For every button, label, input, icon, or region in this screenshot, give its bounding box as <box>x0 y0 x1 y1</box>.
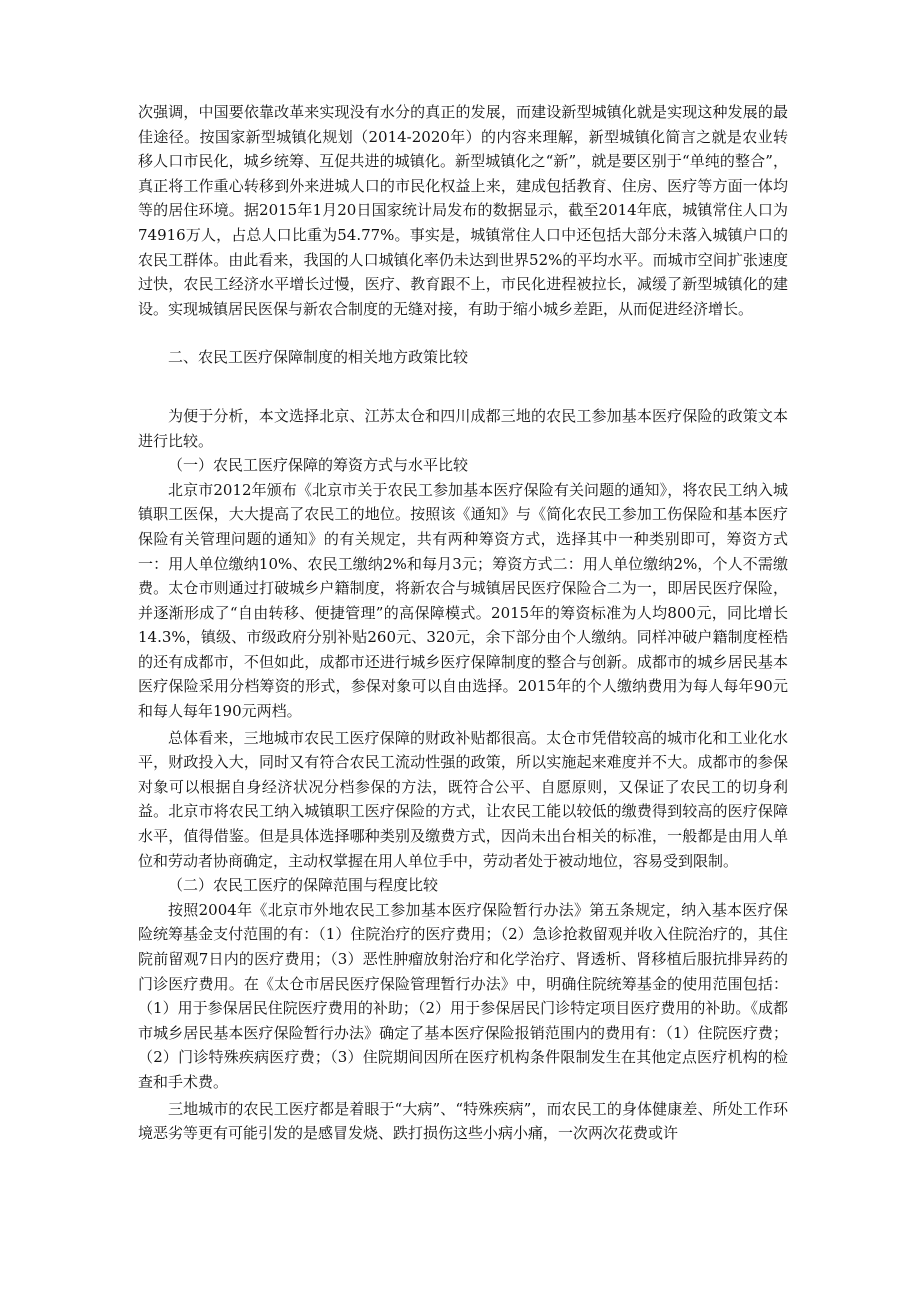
paragraph-funding-comparison: 北京市2012年颁布《北京市关于农民工参加基本医疗保险有关问题的通知》，将农民工纳入城镇职工医保，大大提高了农民工的地位。按照该《通知》与《简化农民工参加工伤保险和基本医疗保险有关管理问题的通知》的有关规定，共有两种筹资方式，选择其中一种类别即可，筹资方式一：用人单位缴纳10%、农民工缴纳2%和每月3元；筹资方式二：用人单位缴纳2%，个人不需缴费。太仓市则通过打破城乡户籍制度，将新农合与城镇居民医疗保险合二为一，即居民医疗保险，并逐渐形成了“自由转移、便捷管理”的高保障模式。2015年的筹资标准为人均800元，同比增长14.3%，镇级、市级政府分别补贴260元、320元，余下部分由个人缴纳。同样冲破户籍制度桎梏的还有成都市，不但如此，成都市还进行城乡医疗保障制度的整合与创新。成都市的城乡居民基本医疗保险采用分档筹资的形式，参保对象可以自由选择。2015年的个人缴纳费用为每人每年90元和每人每年190元两档。 <box>138 480 788 721</box>
document-body <box>138 100 788 1146</box>
paragraph-coverage-comparison: 按照2004年《北京市外地农民工参加基本医疗保险暂行办法》第五条规定，纳入基本医疗保险统筹基金支付范围的有：（1）住院治疗的医疗费用；（2）急诊抢救留观并收入住院治疗的，其住院前留观7日内的医疗费用；（3）恶性肿瘤放射治疗和化学治疗、肾透析、肾移植后服抗排异药的门诊医疗费用。在《太仓市居民医疗保险管理暂行办法》中，明确住院统筹基金的使用范围包括：（1）用于参保居民住院医疗费用的补助；（2）用于参保居民门诊特定项目医疗费用的补助。《成都市城乡居民基本医疗保险暂行办法》确定了基本医疗保险报销范围内的费用有：（1）住院医疗费；（2）门诊特殊疾病医疗费；（3）住院期间因所在医疗机构条件限制发生在其他定点医疗机构的检查和手术费。 <box>138 900 788 1091</box>
subsection-heading-coverage: （二）农民工医疗的保障范围与程度比较 <box>168 876 439 895</box>
paragraph-coverage-summary: 三地城市的农民工医疗都是着眼于“大病”、“特殊疾病”，而农民工的身体健康差、所处工作环境恶劣等更有可能引发的是感冒发烧、跌打损伤这些小病小痛，一次两次花费或许 <box>138 1099 788 1143</box>
paragraph-intro-continued: 次强调，中国要依靠改革来实现没有水分的真正的发展，而建设新型城镇化就是实现这种发展的最佳途径。按国家新型城镇化规划（2014-2020年）的内容来理解，新型城镇化简言之就是农业转移人口市民化，城乡统筹、互促共进的城镇化。新型城镇化之“新”，就是要区别于“单纯的整合”，真正将工作重心转移到外来进城人口的市民化权益上来，建成包括教育、住房、医疗等方面一体均等的居住环境。据2015年1月20日国家统计局发布的数据显示，截至2014年底，城镇常住人口为74916万人，占总人口比重为54.77%。事实是，城镇常住人口中还包括大部分未落入城镇户口的农民工群体。由此看来，我国的人口城镇化率仍未达到世界52%的平均水平。而城市空间扩张速度过快，农民工经济水平增长过慢，医疗、教育跟不上，市民化进程被拉长，减缓了新型城镇化的建设。实现城镇居民医保与新农合制度的无缝对接，有助于缩小城乡差距，从而促进经济增长。 <box>138 103 788 318</box>
paragraph-funding-summary: 总体看来，三地城市农民工医疗保障的财政补贴都很高。太仓市凭借较高的城市化和工业化水平，财政投入大，同时又有符合农民工流动性强的政策，所以实施起来难度并不大。成都市的参保对象可以根据自身经济状况分档参保的方法，既符合公平、自愿原则，又保证了农民工的切身利益。北京市将农民工纳入城镇职工医疗保险的方式，让农民工能以较低的缴费得到较高的医疗保障水平，值得借鉴。但是具体选择哪种类别及缴费方式，因尚未出台相关的标准，一般都是由用人单位和劳动者协商确定，主动权掌握在用人单位手中，劳动者处于被动地位，容易受到限制。 <box>138 728 788 870</box>
paragraph-scope: 为便于分析，本文选择北京、江苏太仓和四川成都三地的农民工参加基本医疗保险的政策文本进行比较。 <box>138 406 788 450</box>
subsection-heading-funding: （一）农民工医疗保障的筹资方式与水平比较 <box>168 456 469 475</box>
section-heading: 二、农民工医疗保障制度的相关地方政策比较 <box>168 348 469 367</box>
